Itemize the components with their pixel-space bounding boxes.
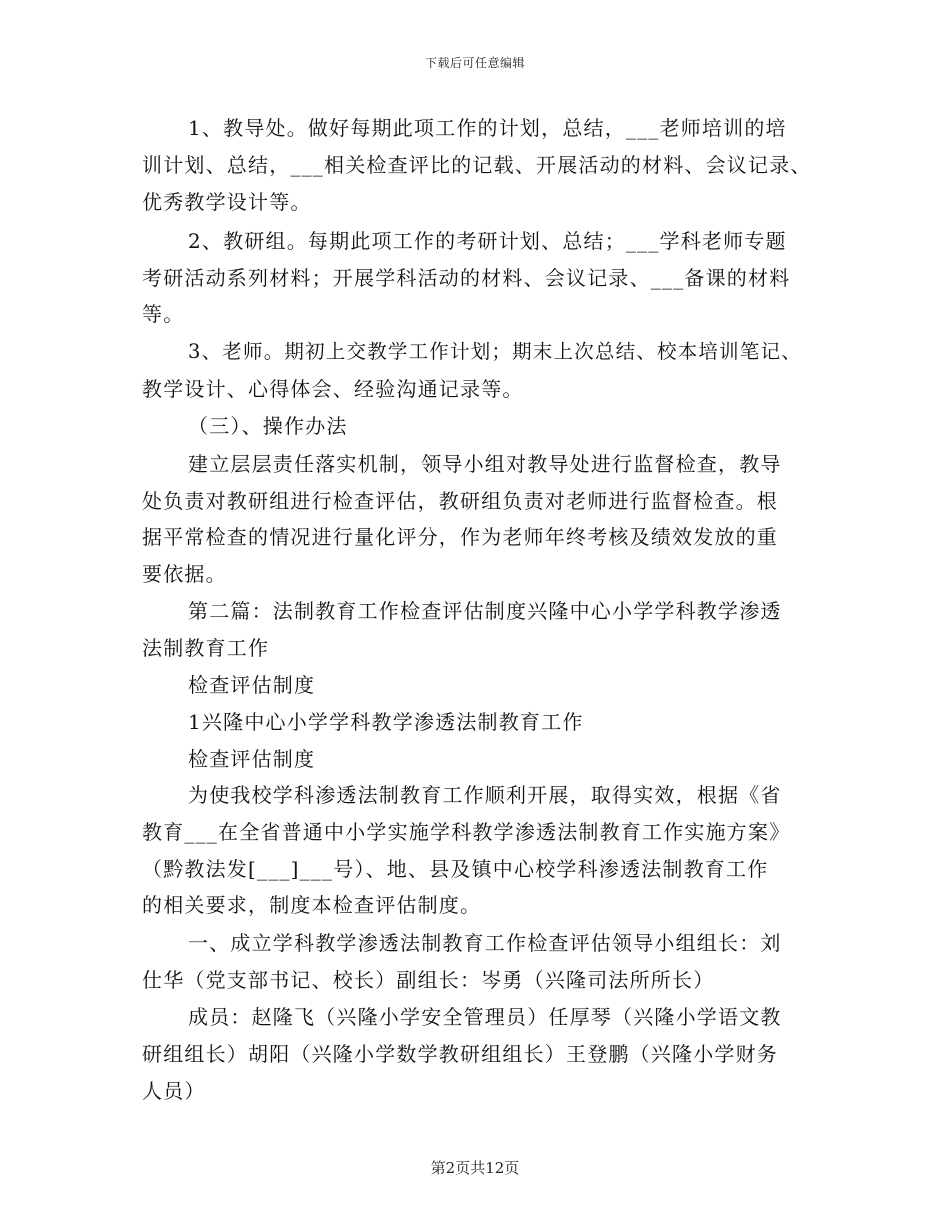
paragraph-line: 检查评估制度 xyxy=(188,747,316,771)
paragraph-line: 仕华（党支部书记、校长）副组长：岑勇（兴隆司法所所长） xyxy=(142,968,715,992)
paragraph-line: 1兴隆中心小学学科教学渗透法制教育工作 xyxy=(188,710,584,734)
paragraph-line: 优秀教学设计等。 xyxy=(142,190,312,214)
paragraph-line: 检查评估制度 xyxy=(188,673,316,697)
paragraph-line: 考研活动系列材料；开展学科活动的材料、会议记录、___备课的材料 xyxy=(142,266,791,290)
paragraph-line: 等。 xyxy=(142,302,185,326)
paragraph-line: 教育___在全省普通中小学实施学科教学渗透法制教育工作实施方案》 xyxy=(142,820,791,844)
paragraph-line: 成员：赵隆飞（兴隆小学安全管理员）任厚琴（兴隆小学语文教 xyxy=(188,1005,782,1029)
page-footer: 第2页共12页 xyxy=(430,1159,520,1177)
paragraph-line: 研组组长）胡阳（兴隆小学数学教研组组长）王登鹏（兴隆小学财务 xyxy=(142,1042,778,1066)
paragraph-line: 1、教导处。做好每期此项工作的计划，总结，___老师培训的培 xyxy=(188,116,787,140)
paragraph-line: 3、老师。期初上交教学工作计划；期末上次总结、校本培训笔记、 xyxy=(188,340,802,363)
section-heading: （三）、操作办法 xyxy=(188,414,348,438)
paragraph-line: 据平常检查的情况进行量化评分，作为老师年终考核及绩效发放的重 xyxy=(142,525,778,549)
page-header: 下载后可任意编辑 xyxy=(424,56,525,70)
chapter-title: 第二篇：法制教育工作检查评估制度兴隆中心小学学科教学渗透 xyxy=(188,599,782,623)
paragraph-line: 处负责对教研组进行检查评估，教研组负责对老师进行监督检查。根 xyxy=(142,489,778,513)
paragraph-line: 教学设计、心得体会、经验沟通记录等。 xyxy=(142,377,524,401)
paragraph-line: 训计划、总结，___相关检查评比的记载、开展活动的材料、会议记录、 xyxy=(142,153,812,177)
paragraph-line: （黔教法发[___]___号）、地、县及镇中心校学科渗透法制教育工作 xyxy=(142,857,769,881)
paragraph-line: 的相关要求，制度本检查评估制度。 xyxy=(142,893,482,917)
paragraph-line: 建立层层责任落实机制，领导小组对教导处进行监督检查，教导 xyxy=(188,452,782,476)
paragraph-line: 2、教研组。每期此项工作的考研计划、总结；___学科老师专题 xyxy=(188,229,787,253)
paragraph-line: 要依据。 xyxy=(142,562,227,586)
paragraph-line: 人员） xyxy=(142,1079,206,1103)
chapter-title: 法制教育工作 xyxy=(142,636,270,660)
paragraph-line: 一、成立学科教学渗透法制教育工作检查评估领导小组组长：刘 xyxy=(188,931,782,955)
paragraph-line: 为使我校学科渗透法制教育工作顺利开展，取得实效，根据《省 xyxy=(188,783,782,807)
